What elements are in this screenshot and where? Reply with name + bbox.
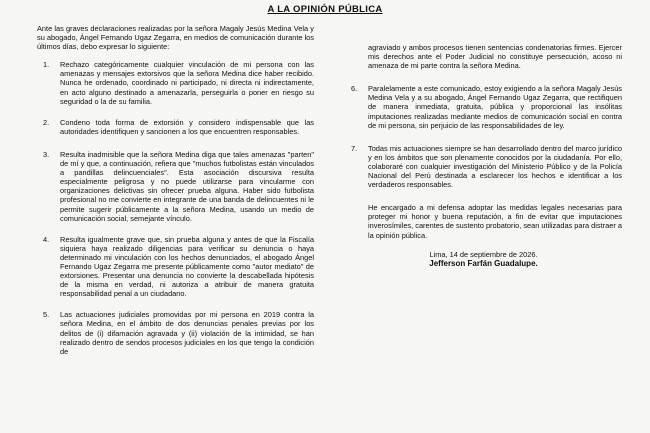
item-text: Resulta igualmente grave que, sin prueba alguna y antes de que la Fiscalía siquiera haya realizado diligencias para verificar su denuncia o haya determinado mi vinculación con los hechos denunciados, el abogado Ángel Fernando Ugaz Zegarra me presente públicamente como "autor mediato" de extorsiones. Presentar una denuncia no convierte la descabellada hipótesis de la misma en verdad, ni autoriza a atribuir de manera gratuita responsabilidad penal a un ciudadano. — [60, 234, 314, 299]
date-line: Lima, 14 de septiembre de 2026. — [429, 249, 538, 259]
left-column — [37, 24, 314, 356]
list-item — [37, 118, 314, 136]
item-number: 5. — [43, 310, 50, 320]
list-item — [345, 144, 622, 189]
document-title: A LA OPINIÓN PÚBLICA — [267, 4, 383, 15]
list-item — [37, 310, 314, 355]
list-item — [37, 60, 314, 105]
item-text: Paralelamente a este comunicado, estoy exigiendo a la señora Magaly Jesús Medina Vela y a su abogado, Ángel Fernando Ugaz Zegarra, que rectifiquen de manera inmediata, gratuita, pública y proporcional las insólitas imputaciones realizadas mediante medios de comunicación social en contra de mi persona, sin perjuicio de las responsabilidades de ley. — [368, 84, 622, 130]
item-text: Condeno toda forma de extorsión y considero indispensable que las autoridades identifiquen y sancionen a los que encuentren responsables. — [60, 117, 314, 136]
item-number: 4. — [43, 234, 50, 244]
item-5-continuation — [345, 43, 622, 70]
closing-text: He encargado a mi defensa adoptar las medidas legales necesarias para proteger mi honor y buena reputación, a fin de evitar que imputaciones inverosímiles, carentes de sustento probatorio, sean utilizadas para distraer a la opinión pública. — [368, 203, 622, 240]
item-number: 2. — [43, 117, 50, 127]
list-item — [37, 150, 314, 223]
item-number: 3. — [43, 149, 50, 159]
item-text: Todas mis actuaciones siempre se han desarrollado dentro del marco jurídico y en los ámbitos que son plenamente conocidos por la ciudadanía. Por ello, colaboraré con cualquier investigación del Ministerio Público y de la Policía Nacional del Perú destinada a esclarecer los hechos e identificar a los verdaderos responsables. — [368, 143, 622, 190]
item-number: 1. — [43, 60, 50, 70]
continuation-text: agraviado y ambos procesos tienen sentencias condenatorias firmes. Ejercer mis derechos ante el Poder Judicial no constituye persecución, acoso ni amenaza de mi parte contra la señora Medina. — [368, 43, 622, 71]
right-column — [345, 43, 622, 268]
item-number: 6. — [351, 84, 358, 94]
list-item — [345, 84, 622, 129]
signature: Jefferson Farfán Guadalupe. — [429, 258, 538, 268]
list-item — [37, 235, 314, 299]
item-text: Las actuaciones judiciales promovidas por mi persona en 2019 contra la señora Medina, en el ámbito de dos denuncias penales previas por los delitos de (i) difamación agravada y (ii) violación de la intimidad, se han realizado dentro de sendos procesos judiciales en los que tengo la condición de — [60, 310, 314, 356]
item-text: Rechazo categóricamente cualquier vinculación de mi persona con las amenazas y mensajes extorsivos que la señora Medina dice haber recibido. Nunca he ordenado, coordinado ni participado, ni directa ni indirectamente, en acto alguno destinado a amenazarla, perseguirla o poner en riesgo su seguridad o la de su familia. — [60, 60, 314, 106]
intro-paragraph: Ante las graves declaraciones realizadas por la señora Magaly Jesús Medina Vela y su abogado, Ángel Fernando Ugaz Zegarra, en medios de comunicación durante los últimos días, debo expresar lo siguiente: — [37, 24, 314, 52]
item-number: 7. — [351, 143, 358, 153]
item-text: Resulta inadmisible que la señora Medina diga que tales amenazas "parten" de mí y que, a continuación, refiera que "muchos futbolistas están vinculados a pandillas delincuenciales". Esta asociación discursiva resulta especialmente peligrosa y no puede utilizarse para vincularme con organizaciones delictivas sin ofrecer prueba alguna. Haber sido futbolista profesional no me convierte en integrante de una banda de delincuentes ni le permite sugerir públicamente a la señora Medina, usando un medio de comunicación social, semejante vínculo. — [60, 149, 314, 223]
closing-paragraph — [345, 203, 622, 239]
